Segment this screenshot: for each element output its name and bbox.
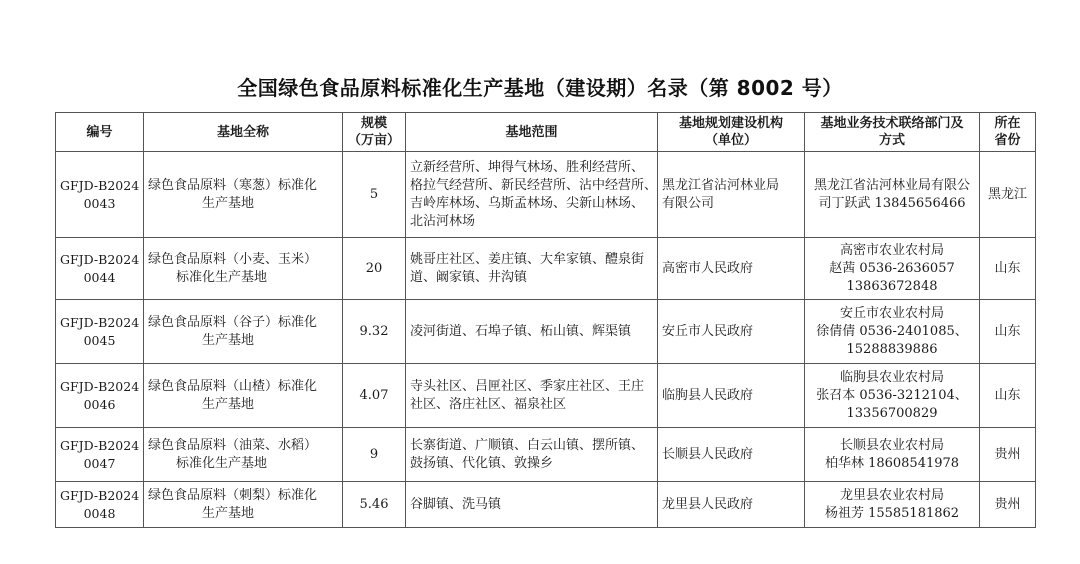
header-name: 基地全称 — [144, 113, 343, 152]
header-row — [56, 113, 1036, 152]
cell-contact: 长顺县农业农村局 柏华林 18608541978 — [805, 428, 980, 482]
cell-name: 绿色食品原料（油菜、水稻） 标准化生产基地 — [144, 428, 343, 482]
cell-range: 谷脚镇、洗马镇 — [406, 482, 658, 528]
cell-range: 姚哥庄社区、姜庄镇、大牟家镇、醴泉街 道、阚家镇、井沟镇 — [406, 238, 658, 300]
cell-scale: 5 — [343, 152, 406, 238]
header-province: 所在 省份 — [980, 113, 1036, 152]
cell-org: 黑龙江省沾河林业局 有限公司 — [658, 152, 805, 238]
table-row — [56, 238, 1036, 300]
document-title: 全国绿色食品原料标准化生产基地（建设期）名录（第 8002 号） — [237, 76, 843, 100]
cell-contact: 高密市农业农村局 赵茜 0536-2636057 13863672848 — [805, 238, 980, 300]
header-contact: 基地业务技术联络部门及 方式 — [805, 113, 980, 152]
header-range: 基地范围 — [406, 113, 658, 152]
cell-scale: 20 — [343, 238, 406, 300]
cell-range: 立新经营所、坤得气林场、胜利经营所、 格拉气经营所、新民经营所、沾中经营所、 吉岭库林场、乌斯孟林场、尖新山林场、 北沾河林场 — [406, 152, 658, 238]
cell-code: GFJD-B2024 0046 — [56, 364, 144, 428]
cell-range: 长寨街道、广顺镇、白云山镇、摆所镇、 鼓扬镇、代化镇、敦操乡 — [406, 428, 658, 482]
cell-province: 贵州 — [980, 482, 1036, 528]
table-row — [56, 428, 1036, 482]
cell-code: GFJD-B2024 0043 — [56, 152, 144, 238]
cell-province: 贵州 — [980, 428, 1036, 482]
cell-province: 山东 — [980, 300, 1036, 364]
cell-org: 长顺县人民政府 — [658, 428, 805, 482]
cell-name: 绿色食品原料（刺梨）标准化 生产基地 — [144, 482, 343, 528]
cell-scale: 5.46 — [343, 482, 406, 528]
cell-province: 山东 — [980, 364, 1036, 428]
table-row — [56, 364, 1036, 428]
cell-org: 安丘市人民政府 — [658, 300, 805, 364]
cell-contact: 黑龙江省沾河林业局有限公 司丁跃武 13845656466 — [805, 152, 980, 238]
cell-org: 龙里县人民政府 — [658, 482, 805, 528]
cell-name: 绿色食品原料（山楂）标准化 生产基地 — [144, 364, 343, 428]
cell-contact: 安丘市农业农村局 徐倩倩 0536-2401085、 15288839886 — [805, 300, 980, 364]
cell-scale: 9 — [343, 428, 406, 482]
cell-name: 绿色食品原料（谷子）标准化 生产基地 — [144, 300, 343, 364]
cell-org: 临朐县人民政府 — [658, 364, 805, 428]
cell-name: 绿色食品原料（寒葱）标准化 生产基地 — [144, 152, 343, 238]
cell-org: 高密市人民政府 — [658, 238, 805, 300]
cell-scale: 4.07 — [343, 364, 406, 428]
header-org: 基地规划建设机构 （单位） — [658, 113, 805, 152]
cell-code: GFJD-B2024 0047 — [56, 428, 144, 482]
table-row — [56, 152, 1036, 238]
base-directory-table — [55, 112, 1036, 528]
cell-contact: 临朐县农业农村局 张召本 0536-3212104、 13356700829 — [805, 364, 980, 428]
cell-contact: 龙里县农业农村局 杨祖芳 15585181862 — [805, 482, 980, 528]
cell-province: 黑龙江 — [980, 152, 1036, 238]
cell-province: 山东 — [980, 238, 1036, 300]
table-row — [56, 482, 1036, 528]
cell-scale: 9.32 — [343, 300, 406, 364]
table-row — [56, 300, 1036, 364]
cell-range: 寺头社区、吕匣社区、季家庄社区、王庄 社区、洛庄社区、福泉社区 — [406, 364, 658, 428]
cell-code: GFJD-B2024 0048 — [56, 482, 144, 528]
cell-range: 凌河街道、石埠子镇、柘山镇、辉渠镇 — [406, 300, 658, 364]
header-code: 编号 — [56, 113, 144, 152]
cell-code: GFJD-B2024 0044 — [56, 238, 144, 300]
header-scale: 规模 （万亩） — [343, 113, 406, 152]
cell-code: GFJD-B2024 0045 — [56, 300, 144, 364]
cell-name: 绿色食品原料（小麦、玉米） 标准化生产基地 — [144, 238, 343, 300]
